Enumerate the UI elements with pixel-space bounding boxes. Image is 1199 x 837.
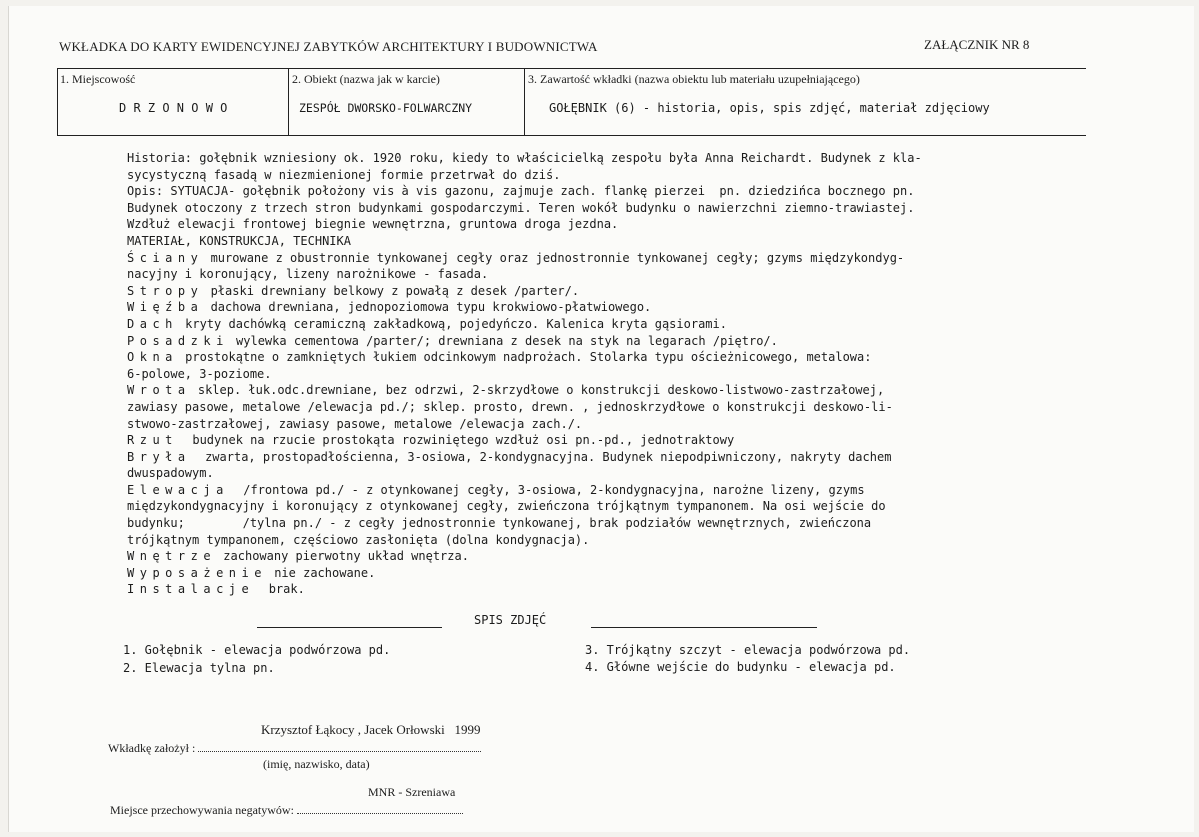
wiezba-text: dachowa drewniana, jednopoziomowa typu krokwiowo-płatwiowego. [203,300,652,315]
photo-item: 4. Główne wejście do budynku - elewacja pd. [585,660,896,674]
storage-dotted-line [297,803,463,814]
place-value: D R Z O N O W O [119,101,228,115]
document-page [8,6,1194,832]
okna-text: prostokątne o zamkniętych łukiem odcinkowym nadprożach. Stolarka typu ościeżnicowego, metalowa: [177,350,872,365]
elewacja-text: budynku; /tylna pn./ - z cegły jednostronnie tynkowanej, brak podziałów wewnętrznych, zwieńczona [127,516,872,531]
table-left-rule [57,68,58,136]
stropy-text: płaski drewniany belkowy z powałą z desek /parter/. [203,283,580,298]
table-top-rule [57,68,1086,69]
wrota-text: stwowo-zastrzałowej, zawiasy pasowe, metalowe /elewacja zach./. [127,416,583,431]
photo-item: 3. Trójkątny szczyt - elewacja podwórzowa pd. [585,643,911,657]
content-label: 3. Zawartość wkładki (nazwa obiektu lub materiału uzupełniającego) [528,72,860,86]
historia-line: sycystyczną fasadą w niezmienionej formie przetrwał do dziś. [127,167,561,182]
rzut-text: budynek na rzucie prostokąta rozwiniętego wzdłuż osi pn.-pd., jednotraktowy [177,433,735,448]
photos-rule-right [591,627,817,628]
rzut-label: Rzut [127,433,178,448]
elewacja-text: trójkątnym tympanonem, częściowo zasłonięta (dolna kondygnacja). [127,532,590,547]
authors-hint: (imię, nazwisko, data) [263,757,370,771]
wnetrze-text: zachowany pierwotny układ wnętrza. [216,549,469,564]
dach-text: kryty dachówką ceramiczną zakładkową, pojedyńczo. Kalenica kryta gąsiorami. [177,316,727,331]
wrota-label: Wrota [127,383,191,398]
authors-row [108,741,481,756]
storage-row [110,803,463,818]
annex-number: ZAŁĄCZNIK NR 8 [924,37,1030,52]
photos-rule-left [257,627,442,628]
instalacje-text: brak. [254,582,305,597]
authors-value: Krzysztof Łąkocy , Jacek Orłowski 1999 [261,722,481,737]
bryla-text: dwuspadowym. [127,466,214,481]
authors-dotted-line [198,741,481,752]
wyposazenie-text: nie zachowane. [266,565,376,580]
okna-label: Okna [127,350,178,365]
stropy-label: Stropy [127,283,204,298]
sciany-label: Ściany [127,250,204,265]
table-bottom-rule [57,135,1086,136]
okna-text: 6-polowe, 3-poziome. [127,366,272,381]
document-title: WKŁADKA DO KARTY EWIDENCYJNEJ ZABYTKÓW ARCHITEKTURY I BUDOWNICTWA [59,39,598,54]
posadzki-label: Posadzki [127,333,229,348]
bryla-label: Bryła [127,449,191,464]
sciany-text: nacyjny i koronujący, lizeny narożnikowe - fasada. [127,267,489,282]
wrota-text: zawiasy pasowe, metalowe /elewacja pd./; sklep. prosto, drewn. , jednoskrzydłowe o konstrukcji deskowo-li- [127,399,893,414]
wrota-text: sklep. łuk.odc.drewniane, bez odrzwi, 2-skrzydłowe o konstrukcji deskowo-listwowo-zastrzałowej, [190,383,885,398]
table-divider-2 [524,68,525,136]
sciany-text: murowane z obustronnie tynkowanej cegły oraz jednostronnie tynkowanej cegły; gzyms międzykondyg- [203,250,905,265]
photo-item: 1. Gołębnik - elewacja podwórzowa pd. [123,643,391,657]
description-body [127,150,1087,598]
elewacja-text: /frontowa pd./ - z otynkowanej cegły, 3-osiowa, 2-kondygnacyjna, narożne lizeny, gzyms [228,482,865,497]
photos-title: SPIS ZDJĘĆ [474,613,547,627]
historia-line: Historia: gołębnik wzniesiony ok. 1920 roku, kiedy to właścicielką zespołu była Anna Reichardt. Budynek z kla- [127,151,922,165]
opis-line: Wzdłuż elewacji frontowej biegnie wewnętrzna, gruntowa droga jezdna. [127,217,619,232]
instalacje-label: Instalacje [127,582,255,597]
content-value: GOŁĘBNIK (6) - historia, opis, spis zdjęć, materiał zdjęciowy [549,101,990,115]
table-divider-1 [288,68,289,136]
wyposazenie-label: Wyposażenie [127,565,267,580]
object-value: ZESPÓŁ DWORSKO-FOLWARCZNY [299,101,473,115]
section-heading: MATERIAŁ, KONSTRUKCJA, TECHNIKA [127,233,351,248]
elewacja-label: Elewacja [127,482,229,497]
opis-line: Budynek otoczony z trzech stron budynkami gospodarczymi. Teren wokół budynku o nawierzchni ziemno-trawiastej. [127,200,915,215]
posadzki-text: wylewka cementowa /parter/; drewniana z desek na styk na legarach /piętro/. [228,333,778,348]
photo-item: 2. Elewacja tylna pn. [123,661,275,675]
storage-label: Miejsce przechowywania negatywów: [110,803,294,817]
elewacja-text: międzykondygnacyjny i koronujący z otynkowanej cegły, zwieńczona trójkątnym tympanonem. Na osi wejście do [127,499,886,514]
opis-line: Opis: SYTUACJA- gołębnik położony vis à vis gazonu, zajmuje zach. flankę pierzei pn. dziedzińca bocznego pn. [127,184,915,199]
wnetrze-label: Wnętrze [127,549,217,564]
authors-label: Wkładkę założył : [108,741,196,755]
wiezba-label: Więźba [127,300,204,315]
bryla-text: zwarta, prostopadłościenna, 3-osiowa, 2-kondygnacyjna. Budynek niepodpiwniczony, nakryty dachem [190,449,892,464]
storage-value: MNR - Szreniawa [368,785,456,799]
dach-label: Dach [127,316,178,331]
object-label: 2. Obiekt (nazwa jak w karcie) [292,72,440,86]
place-label: 1. Miejscowość [60,72,136,86]
